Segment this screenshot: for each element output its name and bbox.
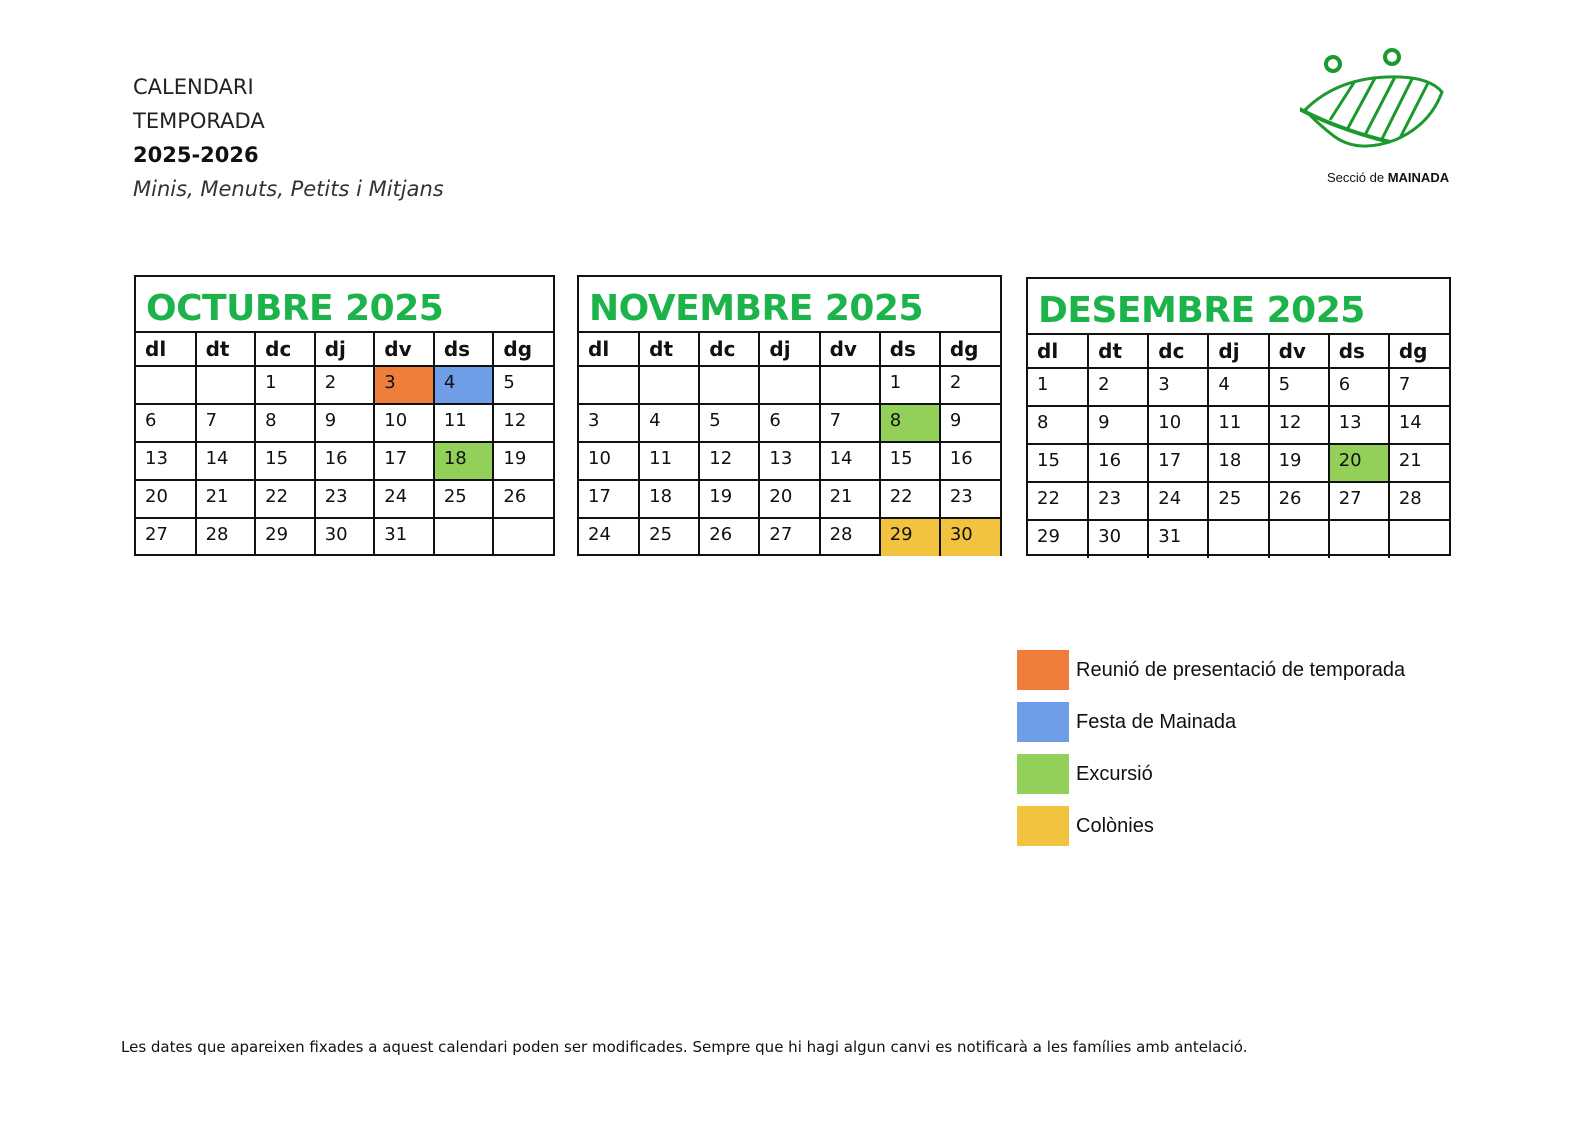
day-cell: 17 xyxy=(579,480,639,518)
day-cell: 19 xyxy=(493,442,553,480)
day-cell: 3 xyxy=(579,404,639,442)
day-cell: 2 xyxy=(1088,368,1148,406)
weekday-header-row xyxy=(579,333,1000,366)
weekday-header: ds xyxy=(880,333,940,366)
day-cell: 12 xyxy=(493,404,553,442)
calendar-desembre-2025 xyxy=(1026,277,1451,556)
day-cell: 2 xyxy=(315,366,375,404)
weekday-header: dt xyxy=(196,333,256,366)
day-cell: 15 xyxy=(880,442,940,480)
day-cell: 5 xyxy=(493,366,553,404)
empty-day-cell xyxy=(820,366,880,404)
empty-day-cell xyxy=(759,366,819,404)
day-cell: 26 xyxy=(1269,482,1329,520)
day-cell: 25 xyxy=(639,518,699,556)
weekday-header: dt xyxy=(639,333,699,366)
day-cell: 6 xyxy=(136,404,196,442)
weekday-header: dg xyxy=(1389,335,1449,368)
day-cell: 27 xyxy=(1329,482,1389,520)
legend-label-reunio: Reunió de presentació de temporada xyxy=(1076,658,1406,681)
day-cell: 1 xyxy=(255,366,315,404)
weekday-header: dj xyxy=(759,333,819,366)
day-cell: 9 xyxy=(1088,406,1148,444)
day-cell: 31 xyxy=(1148,520,1208,558)
weekday-header: dl xyxy=(579,333,639,366)
day-cell: 5 xyxy=(1269,368,1329,406)
weekday-header: dt xyxy=(1088,335,1148,368)
month-grid xyxy=(579,333,1000,556)
day-cell: 18 xyxy=(434,442,494,480)
day-cell: 16 xyxy=(940,442,1000,480)
weekday-header: dj xyxy=(315,333,375,366)
day-cell: 8 xyxy=(880,404,940,442)
day-cell: 22 xyxy=(880,480,940,518)
day-cell: 20 xyxy=(136,480,196,518)
day-cell: 7 xyxy=(196,404,256,442)
day-cell: 23 xyxy=(315,480,375,518)
header-line-temporada: TEMPORADA xyxy=(133,109,265,133)
day-cell: 27 xyxy=(136,518,196,556)
day-cell: 19 xyxy=(699,480,759,518)
day-cell: 21 xyxy=(196,480,256,518)
day-cell: 29 xyxy=(1028,520,1088,558)
weekday-header: dc xyxy=(699,333,759,366)
empty-day-cell xyxy=(1329,520,1389,558)
day-cell: 23 xyxy=(1088,482,1148,520)
day-cell: 18 xyxy=(1208,444,1268,482)
weekday-header: dc xyxy=(1148,335,1208,368)
day-cell: 17 xyxy=(374,442,434,480)
legend-item-festa xyxy=(1017,702,1405,742)
day-cell: 20 xyxy=(759,480,819,518)
week-row xyxy=(1028,444,1449,482)
day-cell: 25 xyxy=(434,480,494,518)
weekday-header: dg xyxy=(940,333,1000,366)
day-cell: 31 xyxy=(374,518,434,556)
day-cell: 25 xyxy=(1208,482,1268,520)
day-cell: 9 xyxy=(315,404,375,442)
document-header xyxy=(133,70,444,206)
day-cell: 17 xyxy=(1148,444,1208,482)
day-cell: 24 xyxy=(374,480,434,518)
day-cell: 14 xyxy=(820,442,880,480)
day-cell: 4 xyxy=(1208,368,1268,406)
weekday-header: dv xyxy=(820,333,880,366)
week-row xyxy=(579,518,1000,556)
week-row xyxy=(579,480,1000,518)
day-cell: 27 xyxy=(759,518,819,556)
day-cell: 2 xyxy=(940,366,1000,404)
footer-note: Les dates que apareixen fixades a aquest calendari poden ser modificades. Sempre que hi hagi algun canvi es notificarà a les famílies amb antelació. xyxy=(121,1038,1248,1056)
legend-item-reunio xyxy=(1017,650,1405,690)
legend-swatch-reunio xyxy=(1017,650,1069,690)
legend-label-festa: Festa de Mainada xyxy=(1076,710,1237,733)
day-cell: 6 xyxy=(1329,368,1389,406)
logo-caption xyxy=(1327,170,1449,185)
day-cell: 13 xyxy=(759,442,819,480)
weekday-header: dc xyxy=(255,333,315,366)
day-cell: 4 xyxy=(639,404,699,442)
day-cell: 28 xyxy=(820,518,880,556)
header-line-calendari: CALENDARI xyxy=(133,75,254,99)
week-row xyxy=(136,404,553,442)
empty-day-cell xyxy=(579,366,639,404)
day-cell: 19 xyxy=(1269,444,1329,482)
empty-day-cell xyxy=(1389,520,1449,558)
day-cell: 8 xyxy=(1028,406,1088,444)
day-cell: 4 xyxy=(434,366,494,404)
weekday-header-row xyxy=(1028,335,1449,368)
empty-day-cell xyxy=(136,366,196,404)
month-title: DESEMBRE 2025 xyxy=(1028,279,1449,335)
day-cell: 16 xyxy=(315,442,375,480)
day-cell: 29 xyxy=(255,518,315,556)
weekday-header: dv xyxy=(1269,335,1329,368)
day-cell: 14 xyxy=(196,442,256,480)
legend-swatch-excursio xyxy=(1017,754,1069,794)
day-cell: 15 xyxy=(1028,444,1088,482)
day-cell: 26 xyxy=(699,518,759,556)
day-cell: 10 xyxy=(579,442,639,480)
week-row xyxy=(136,442,553,480)
legend-swatch-colonies xyxy=(1017,806,1069,846)
day-cell: 28 xyxy=(1389,482,1449,520)
month-title: OCTUBRE 2025 xyxy=(136,277,553,333)
day-cell: 12 xyxy=(699,442,759,480)
empty-day-cell xyxy=(196,366,256,404)
day-cell: 23 xyxy=(940,480,1000,518)
day-cell: 28 xyxy=(196,518,256,556)
logo-prefix: Secció de xyxy=(1327,170,1385,185)
day-cell: 11 xyxy=(1208,406,1268,444)
week-row xyxy=(1028,520,1449,558)
day-cell: 11 xyxy=(434,404,494,442)
calendar-novembre-2025 xyxy=(577,275,1002,556)
empty-day-cell xyxy=(493,518,553,556)
day-cell: 22 xyxy=(255,480,315,518)
empty-day-cell xyxy=(1208,520,1268,558)
day-cell: 21 xyxy=(1389,444,1449,482)
weekday-header: dl xyxy=(136,333,196,366)
day-cell: 10 xyxy=(1148,406,1208,444)
day-cell: 22 xyxy=(1028,482,1088,520)
month-grid xyxy=(136,333,553,556)
weekday-header-row xyxy=(136,333,553,366)
day-cell: 1 xyxy=(880,366,940,404)
day-cell: 26 xyxy=(493,480,553,518)
day-cell: 3 xyxy=(1148,368,1208,406)
week-row xyxy=(136,518,553,556)
day-cell: 9 xyxy=(940,404,1000,442)
day-cell: 1 xyxy=(1028,368,1088,406)
weekday-header: dg xyxy=(493,333,553,366)
legend-item-excursio xyxy=(1017,754,1405,794)
week-row xyxy=(136,366,553,404)
week-row xyxy=(1028,406,1449,444)
week-row xyxy=(579,366,1000,404)
day-cell: 29 xyxy=(880,518,940,556)
day-cell: 7 xyxy=(820,404,880,442)
day-cell: 18 xyxy=(639,480,699,518)
day-cell: 8 xyxy=(255,404,315,442)
calendar-octubre-2025 xyxy=(134,275,555,556)
legend-label-colonies: Colònies xyxy=(1076,814,1154,837)
weekday-header: dj xyxy=(1208,335,1268,368)
legend-item-colonies xyxy=(1017,806,1405,846)
day-cell: 30 xyxy=(940,518,1000,556)
day-cell: 16 xyxy=(1088,444,1148,482)
week-row xyxy=(579,404,1000,442)
day-cell: 10 xyxy=(374,404,434,442)
empty-day-cell xyxy=(434,518,494,556)
week-row xyxy=(1028,368,1449,406)
month-title: NOVEMBRE 2025 xyxy=(579,277,1000,333)
day-cell: 13 xyxy=(1329,406,1389,444)
weekday-header: dl xyxy=(1028,335,1088,368)
legend xyxy=(1017,650,1405,858)
empty-day-cell xyxy=(1269,520,1329,558)
logo-name: MAINADA xyxy=(1387,170,1450,185)
day-cell: 30 xyxy=(315,518,375,556)
month-grid xyxy=(1028,335,1449,558)
day-cell: 5 xyxy=(699,404,759,442)
groups-subtitle: Minis, Menuts, Petits i Mitjans xyxy=(133,177,444,201)
weekday-header: ds xyxy=(1329,335,1389,368)
empty-day-cell xyxy=(639,366,699,404)
day-cell: 7 xyxy=(1389,368,1449,406)
weekday-header: ds xyxy=(434,333,494,366)
day-cell: 15 xyxy=(255,442,315,480)
week-row xyxy=(1028,482,1449,520)
day-cell: 6 xyxy=(759,404,819,442)
season-years: 2025-2026 xyxy=(133,143,259,167)
day-cell: 3 xyxy=(374,366,434,404)
day-cell: 14 xyxy=(1389,406,1449,444)
week-row xyxy=(579,442,1000,480)
empty-day-cell xyxy=(699,366,759,404)
day-cell: 24 xyxy=(579,518,639,556)
day-cell: 21 xyxy=(820,480,880,518)
day-cell: 11 xyxy=(639,442,699,480)
legend-swatch-festa xyxy=(1017,702,1069,742)
week-row xyxy=(136,480,553,518)
day-cell: 13 xyxy=(136,442,196,480)
weekday-header: dv xyxy=(374,333,434,366)
legend-label-excursio: Excursió xyxy=(1076,762,1153,785)
day-cell: 12 xyxy=(1269,406,1329,444)
day-cell: 20 xyxy=(1329,444,1389,482)
day-cell: 30 xyxy=(1088,520,1148,558)
day-cell: 24 xyxy=(1148,482,1208,520)
